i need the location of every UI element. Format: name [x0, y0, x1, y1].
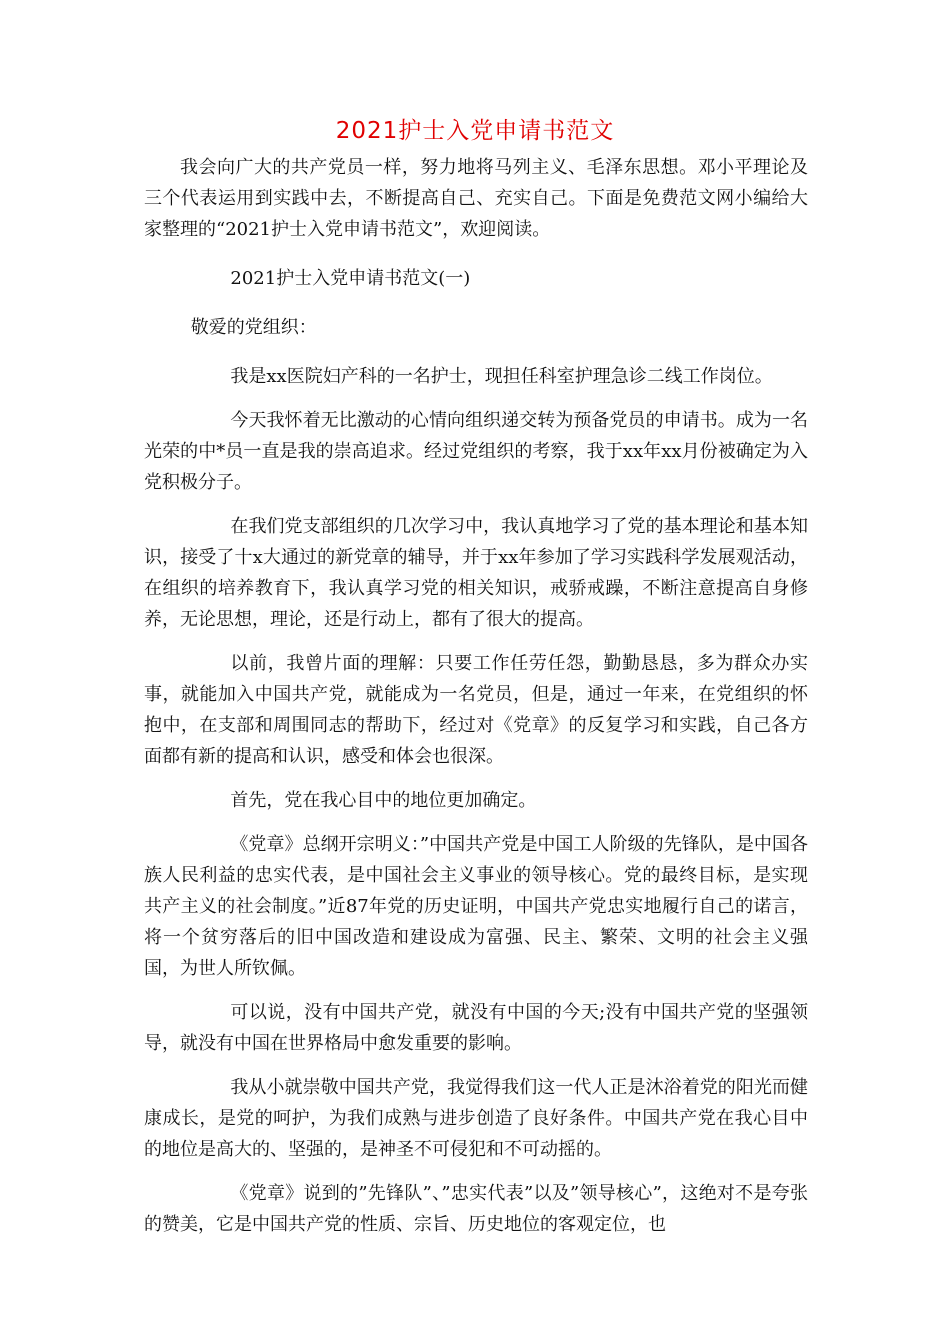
- body-paragraph: 我从小就崇敬中国共产党，我觉得我们这一代人正是沐浴着党的阳光而健康成长，是党的呵护，为我们成熟与进步创造了良好条件。中国共产党在我心目中的地位是高大的、坚强的，是神圣不可侵犯和不可动摇的。: [144, 1077, 808, 1160]
- body-paragraph: 今天我怀着无比激动的心情向组织递交转为预备党员的申请书。成为一名光荣的中*员一直是我的崇高追求。经过党组织的考察，我于xx年xx月份被确定为入党积极分子。: [144, 410, 808, 493]
- salutation: 敬爱的党组织：: [190, 317, 317, 338]
- document-title: 2021护士入党申请书范文: [335, 118, 615, 144]
- section-subheading: 2021护士入党申请书范文(一): [230, 268, 471, 289]
- body-paragraph: 首先，党在我心目中的地位更加确定。: [230, 790, 537, 811]
- body-paragraph: 以前，我曾片面的理解：只要工作任劳任怨，勤勤恳恳，多为群众办实事，就能加入中国共产党，就能成为一名党员，但是，通过一年来，在党组织的怀抱中，在支部和周围同志的帮助下，经过对《党章》的反复学习和实践，自己各方面都有新的提高和认识，感受和体会也很深。: [144, 653, 808, 767]
- intro-paragraph: 我会向广大的共产党员一样，努力地将马列主义、毛泽东思想。邓小平理论及三个代表运用到实践中去，不断提高自己、充实自己。下面是免费范文网小编给大家整理的“2021护士入党申请书范文”，欢迎阅读。: [144, 157, 808, 240]
- body-paragraph: 《党章》总纲开宗明义：”中国共产党是中国工人阶级的先锋队，是中国各族人民利益的忠实代表，是中国社会主义事业的领导核心。党的最终目标，是实现共产主义的社会制度。”近87年党的历史证明，中国共产党忠实地履行自己的诺言，将一个贫穷落后的旧中国改造和建设成为富强、民主、繁荣、文明的社会主义强国，为世人所钦佩。: [144, 834, 808, 979]
- body-paragraph: 《党章》说到的”先锋队”、”忠实代表”以及”领导核心”，这绝对不是夸张的赞美，它是中国共产党的性质、宗旨、历史地位的客观定位，也: [144, 1183, 808, 1235]
- document-body: [144, 152, 808, 1253]
- body-paragraph: 我是xx医院妇产科的一名护士，现担任科室护理急诊二线工作岗位。: [230, 366, 773, 387]
- body-paragraph: 在我们党支部组织的几次学习中，我认真地学习了党的基本理论和基本知识，接受了十x大通过的新党章的辅导，并于xx年参加了学习实践科学发展观活动，在组织的培养教育下，我认真学习党的相关知识，戒骄戒躁，不断注意提高自身修养，无论思想，理论，还是行动上，都有了很大的提高。: [144, 516, 808, 630]
- body-paragraph: 可以说，没有中国共产党，就没有中国的今天;没有中国共产党的坚强领导，就没有中国在世界格局中愈发重要的影响。: [144, 1002, 808, 1054]
